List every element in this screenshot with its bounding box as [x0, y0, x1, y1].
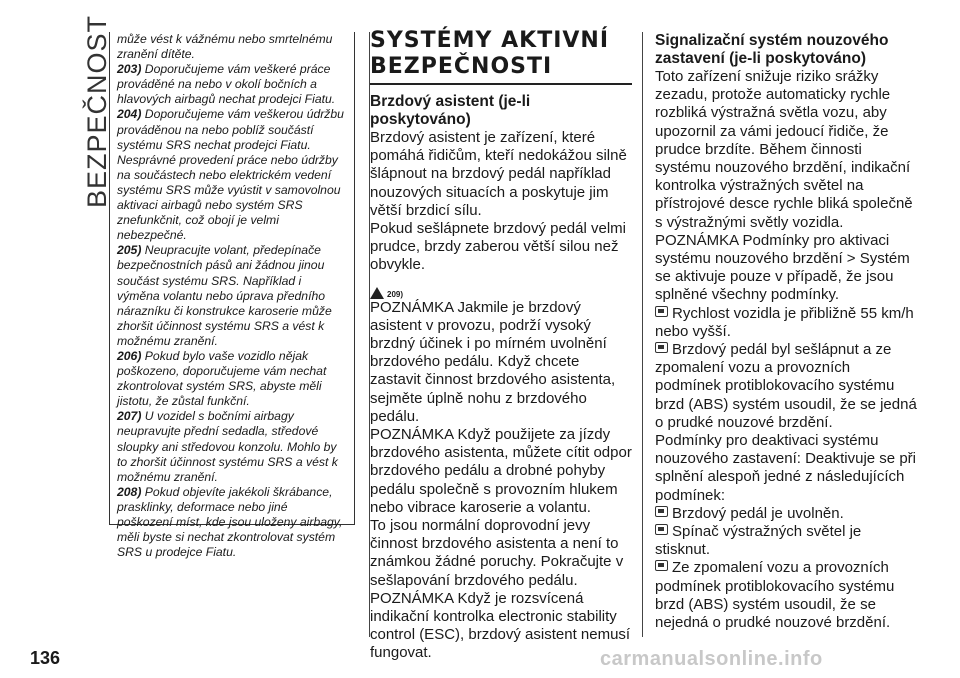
bullet-text: Brzdový pedál je uvolněn.: [672, 504, 844, 522]
bullet-item: [655, 305, 917, 341]
watermark: carmanualsonline.info: [600, 648, 823, 670]
column-divider: [642, 32, 643, 637]
warning-box: [109, 32, 355, 560]
warning-text: Pokud bylo vaše vozidlo nějak poškozeno, doporučujeme vám nechat zkontrolovat systém SRS, abyste měli jistotu, že zůstal funkční.: [117, 348, 327, 409]
brake-assist-heading: Brzdový asistent (je-li poskytováno): [370, 93, 531, 128]
warning-item: [117, 32, 346, 62]
warning-number: 204): [117, 107, 142, 122]
warning-item: [117, 485, 346, 560]
bullet-icon: [655, 342, 668, 353]
bullet-icon: [655, 524, 668, 535]
warning-text: Neupracujte volant, předepínače bezpečnostních pásů ani žádnou jinou součást systému SRS. Například i výměna volantu nebo úprava předního nárazníku či konstrukce karoserie může zhoršit účinnost systému SRS a vést k možnému zranění.: [117, 243, 332, 348]
warning-item: [117, 349, 346, 409]
warning-text: Doporučujeme vám veškerou údržbu prováděnou na nebo poblíž součástí systému SRS nechat prodejci Fiatu. Nesprávné provedení práce nebo údržby na součástech nebo elektrickém vedení systému SRS může vyústit v samovolnou aktivaci airbagů nebo systém SRS znefunkčnit, což obojí je velmi nebezpečné.: [117, 107, 344, 243]
bullet-text: Rychlost vozidla je přibližně 55 km/h nebo vyšší.: [655, 304, 914, 340]
paragraph: Toto zařízení snižuje riziko srážky zezadu, protože automaticky rychle rozbliká výstražná světla vozu, aby upozornil za vámi jedoucí řidiče, že prudce brzdíte. Během činnosti systému nouzového brzdění, indikační kontrolka výstražných světel na přístrojové desce rychle bliká společně s výstražnými světly vozidla.: [655, 68, 913, 231]
paragraph: POZNÁMKA Když použijete za jízdy brzdového asistenta, můžete cítit odpor brzdového pedálu a drobné pohyby pedálu společně s provozním hlukem nebo vibrace karoserie a volantu.: [370, 426, 632, 516]
paragraph: Brzdový asistent je zařízení, které pomáhá řidičům, kteří nedokážou silně šlápnout na brzdový pedál například nouzových situacích a poskytuje jim větší brzdicí sílu.: [370, 129, 627, 219]
title-rule: [370, 83, 632, 85]
warning-number: 203): [117, 62, 142, 77]
warning-reference-number: 209): [387, 289, 404, 299]
page-number: 136: [30, 648, 61, 668]
bullet-item: [655, 341, 917, 432]
warning-text: U vozidel s bočními airbagy neupravujte přední sedadla, středové sloupky ani středovou konzolu. Mohlo by to zhoršit účinnost systému SRS a vést k možnému zranění.: [117, 409, 338, 484]
section-side-label: [58, 8, 112, 208]
paragraph: POZNÁMKA Jakmile je brzdový asistent v provozu, podrží vysoký brzdný účinek i po mírném uvolnění brzdového pedálu. Když chcete zastavit činnost brzdového asistenta, sejměte úplně nohu z brzdového pedálu.: [370, 298, 616, 425]
warning-item: [117, 409, 346, 484]
paragraph: Pokud sešlápnete brzdový pedál velmi prudce, brzdy zaberou větší silou než obvykle.: [370, 220, 626, 274]
warning-item: [117, 243, 346, 349]
bullet-item: [655, 505, 917, 523]
column-emergency-stop-signal: [655, 32, 917, 632]
warning-text: Doporučujeme vám veškeré práce prováděné na nebo v okolí bočních a hlavových airbagů nechat prodejci Fiatu.: [117, 62, 336, 107]
column-brake-assist: [370, 28, 632, 663]
bullet-icon: [655, 506, 668, 517]
warning-number: 207): [117, 409, 142, 424]
warning-number: 208): [117, 484, 142, 499]
warning-triangle-icon: [370, 287, 384, 299]
bullet-text: Spínač výstražných světel je stisknut.: [655, 523, 862, 559]
warning-item: [117, 62, 346, 107]
warning-text: Pokud objevíte jakékoli škrábance, prasklinky, deformace nebo jiné poškození míst, kde jsou uloženy airbagy, měli byste si nechat zkontrolovat systém SRS u prodejce Fiatu.: [117, 484, 343, 560]
section-title-line2: BEZPEČNOSTI: [370, 54, 553, 79]
bullet-item: [655, 559, 917, 632]
paragraph: To jsou normální doprovodní jevy činnost brzdového asistenta a není to známkou žádné poruchy. Pokračujte v sešlapování brzdového pedálu.: [370, 517, 624, 589]
bullet-icon: [655, 560, 668, 571]
bullet-item: [655, 523, 917, 559]
warning-text: může vést k vážnému nebo smrtelnému zranění dítěte.: [117, 32, 333, 62]
paragraph: POZNÁMKA Podmínky pro aktivaci systému nouzového brzdění > Systém se aktivuje pouze v případě, že jsou splněné všechny podmínky.: [655, 231, 910, 304]
warning-reference: [370, 277, 632, 299]
emergency-signal-heading: Signalizační systém nouzového zastavení (je-li poskytováno): [655, 32, 889, 67]
paragraph: Podmínky pro deaktivaci systému nouzového zastavení: Deaktivuje se při splnění alespoň jedné z následujících podmínek:: [655, 432, 916, 504]
warning-number: 206): [117, 348, 142, 363]
bullet-text: Brzdový pedál byl sešlápnut a ze zpomalení vozu a provozních podmínek protiblokovacího systému brzd (ABS) systém usoudil, že se jedná o prudké nouzové brzdění.: [655, 341, 917, 431]
bullet-text: Ze zpomalení vozu a provozních podmínek protiblokovacího systému brzd (ABS) systém usoudil, že se nejedná o prudké nouzové brzdění.: [655, 559, 895, 632]
side-label-text: BEZPEČNOST: [82, 14, 112, 208]
warning-number: 205): [117, 243, 142, 258]
warning-item: [117, 107, 346, 243]
paragraph: POZNÁMKA Když je rozsvícená indikační kontrolka electronic stability control (ESC), brzdový asistent nemusí fungovat.: [370, 589, 631, 662]
section-title-line1: SYSTÉMY AKTIVNÍ: [370, 28, 610, 53]
bullet-icon: [655, 306, 668, 317]
